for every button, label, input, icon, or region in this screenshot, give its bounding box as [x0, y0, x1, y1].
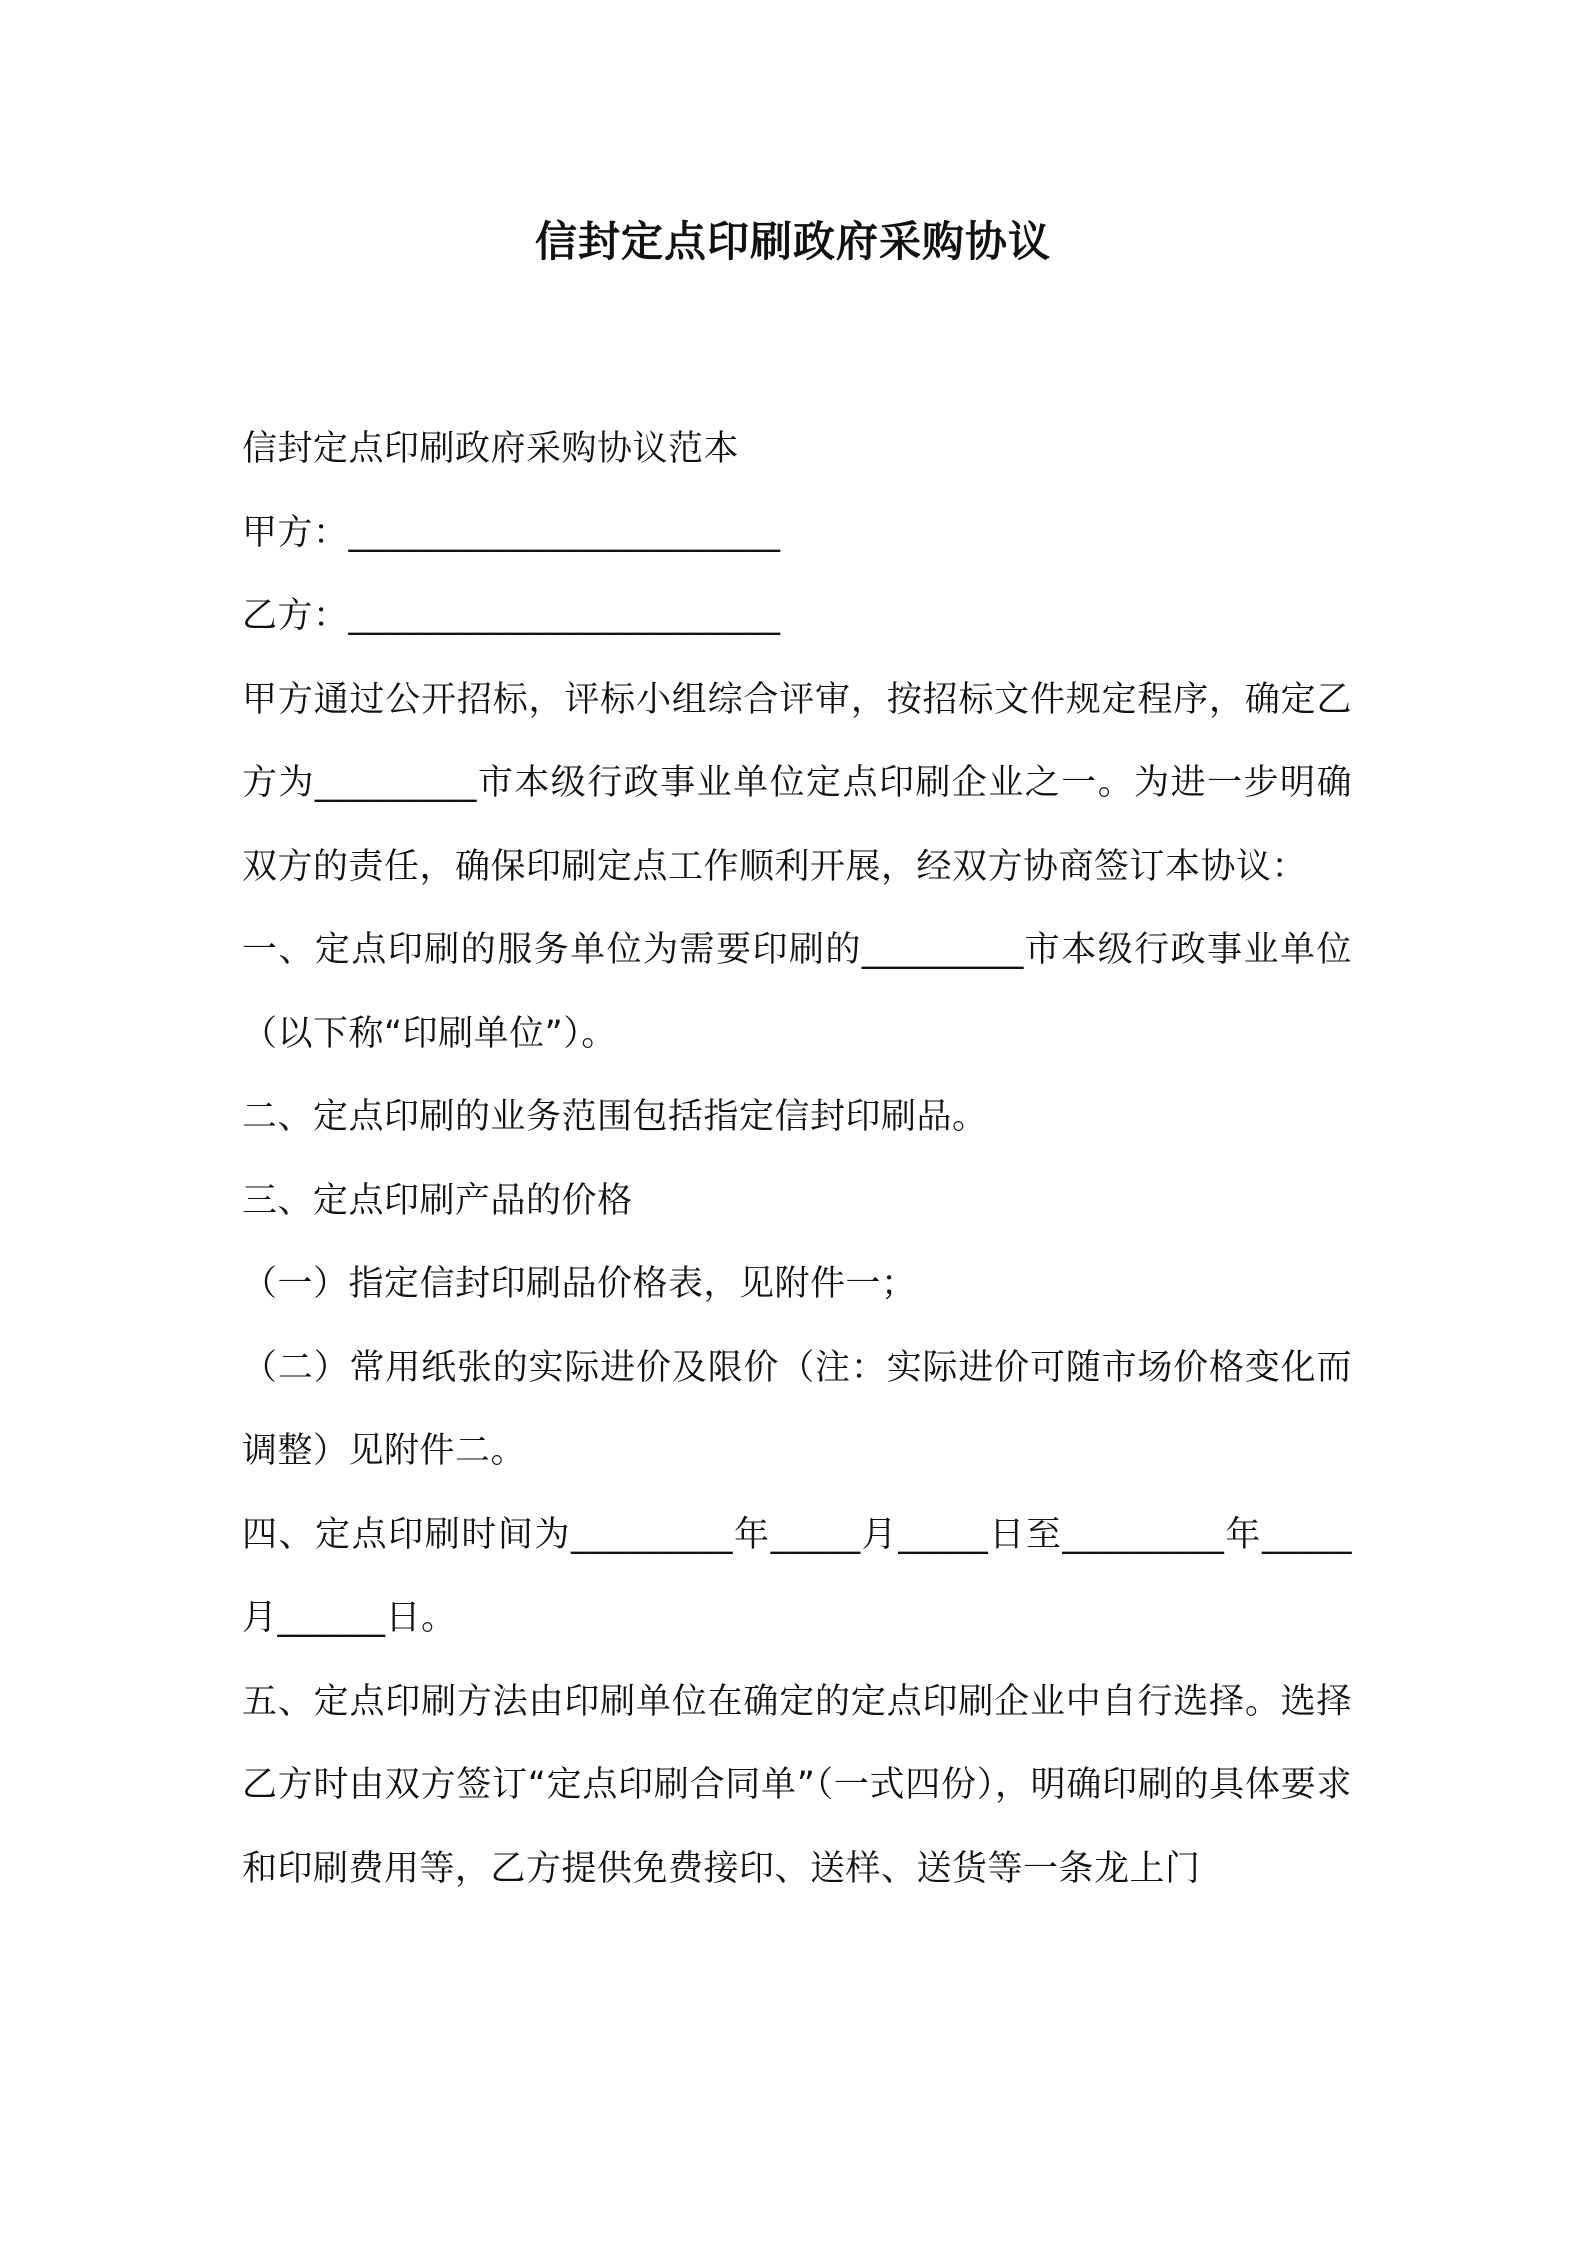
- paragraph-clause-3: 三、定点印刷产品的价格: [242, 1180, 633, 1221]
- paragraph-clause-5: 五、定点印刷方法由印刷单位在确定的定点印刷企业中自行选择。选择乙方时由双方签订“定点印刷合同单”（一式四份），明确印刷的具体要求和印刷费用等，乙方提供免费接印、送样、送货等一条龙上门: [242, 1681, 1352, 1889]
- paragraph-clause-2: 二、定点印刷的业务范围包括指定信封印刷品。: [242, 1097, 988, 1137]
- document-title: 信封定点印刷政府采购协议: [534, 217, 1051, 266]
- paragraph-template-name: 信封定点印刷政府采购协议范本: [242, 429, 740, 469]
- document-body: [242, 408, 1352, 1911]
- paragraph-clause-1: 一、定点印刷的服务单位为需要印刷的_________市本级行政事业单位（以下称“印刷单位”）。: [242, 930, 1352, 1054]
- paragraph-clause-3-item-2: （二）常用纸张的实际进价及限价（注：实际进价可随市场价格变化而调整）见附件二。: [242, 1347, 1352, 1471]
- paragraph-preamble: 甲方通过公开招标，评标小组综合评审，按招标文件规定程序，确定乙方为_________市本级行政事业单位定点印刷企业之一。为进一步明确双方的责任，确保印刷定点工作顺利开展，经双方协商签订本协议：: [242, 679, 1352, 887]
- paragraph-party-a: 甲方：________________________: [242, 512, 781, 553]
- paragraph-clause-3-item-1: （一）指定信封印刷品价格表，见附件一；: [242, 1264, 917, 1304]
- paragraph-clause-4: 四、定点印刷时间为_________年_____月_____日至_________年_____月______日。: [242, 1514, 1352, 1638]
- paragraph-party-b: 乙方：________________________: [242, 596, 781, 636]
